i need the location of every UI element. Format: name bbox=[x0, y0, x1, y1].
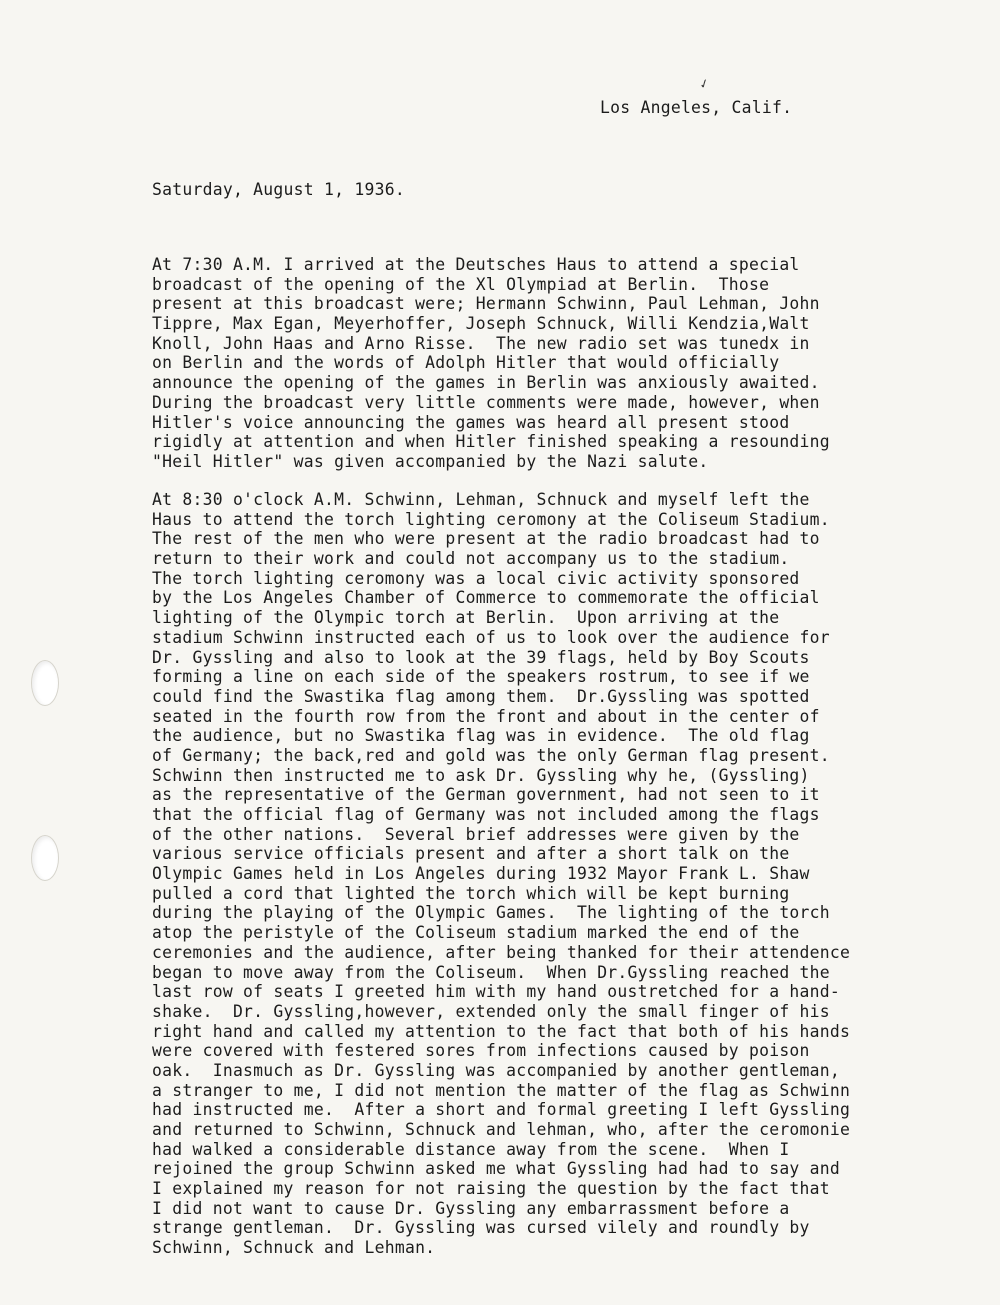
text-line: Hitler's voice announcing the games was heard all present stood bbox=[152, 412, 790, 432]
text-line: Schwinn, Schnuck and Lehman. bbox=[152, 1238, 436, 1258]
text-line: shake. Dr. Gyssling,however, extended only the small finger of his bbox=[152, 1001, 830, 1021]
paragraph-torch-ceremony bbox=[152, 490, 980, 1258]
text-line: various service officials present and after a short talk on the bbox=[152, 844, 790, 864]
text-line: right hand and called my attention to the fact that both of his hands bbox=[152, 1021, 851, 1041]
text-line: rejoined the group Schwinn asked me what Gyssling had had to say and bbox=[152, 1159, 841, 1179]
text-line: had instructed me. After a short and formal greeting I left Gyssling bbox=[152, 1100, 851, 1120]
text-line: strange gentleman. Dr. Gyssling was cursed vilely and roundly by bbox=[152, 1218, 810, 1238]
text-line: present at this broadcast were; Hermann Schwinn, Paul Lehman, John bbox=[152, 294, 820, 314]
text-line: oak. Inasmuch as Dr. Gyssling was accompanied by another gentleman, bbox=[152, 1060, 841, 1080]
text-line: last row of seats I greeted him with my hand oustretched for a hand- bbox=[152, 982, 841, 1002]
text-line: and returned to Schwinn, Schnuck and lehman, who, after the ceromonie bbox=[152, 1120, 851, 1139]
text-line: on Berlin and the words of Adolph Hitler that would officially bbox=[152, 353, 780, 373]
text-line: announce the opening of the games in Berlin was anxiously awaited. bbox=[152, 373, 820, 393]
text-line: of the other nations. Several brief addresses were given by the bbox=[152, 824, 800, 844]
text-line: At 8:30 o'clock A.M. Schwinn, Lehman, Schnuck and myself left the bbox=[152, 490, 810, 509]
punch-hole bbox=[31, 835, 59, 881]
text-line: Schwinn then instructed me to ask Dr. Gyssling why he, (Gyssling) bbox=[152, 765, 810, 785]
text-line: had walked a considerable distance away from the scene. When I bbox=[152, 1139, 790, 1159]
text-line: Knoll, John Haas and Arno Risse. The new radio set was tunedx in bbox=[152, 333, 810, 353]
text-line: as the representative of the German government, had not seen to it bbox=[152, 785, 820, 805]
text-line: Dr. Gyssling and also to look at the 39 flags, held by Boy Scouts bbox=[152, 647, 810, 667]
text-line: were covered with festered sores from infections caused by poison bbox=[152, 1041, 810, 1061]
text-line: The rest of the men who were present at the radio broadcast had to bbox=[152, 529, 820, 549]
text-line: The torch lighting ceromony was a local civic activity sponsored bbox=[152, 568, 800, 588]
text-line: atop the peristyle of the Coliseum stadium marked the end of the bbox=[152, 923, 800, 943]
text-line: could find the Swastika flag among them. Dr.Gyssling was spotted bbox=[152, 686, 810, 706]
text-line: pulled a cord that lighted the torch which will be kept burning bbox=[152, 883, 790, 903]
text-line: a stranger to me, I did not mention the matter of the flag as Schwinn bbox=[152, 1080, 851, 1100]
punch-hole bbox=[31, 660, 59, 706]
text-line: lighting of the Olympic torch at Berlin. Upon arriving at the bbox=[152, 608, 780, 628]
date-line: Saturday, August 1, 1936. bbox=[152, 180, 405, 199]
text-line: I did not want to cause Dr. Gyssling any embarrassment before a bbox=[152, 1198, 790, 1218]
text-line: the audience, but no Swastika flag was in evidence. The old flag bbox=[152, 726, 810, 746]
text-line: stadium Schwinn instructed each of us to look over the audience for bbox=[152, 627, 830, 647]
text-line: by the Los Angeles Chamber of Commerce to commemorate the official bbox=[152, 588, 820, 608]
paragraph-broadcast bbox=[152, 255, 980, 491]
text-line: return to their work and could not accompany us to the stadium. bbox=[152, 549, 790, 569]
text-line: began to move away from the Coliseum. When Dr.Gyssling reached the bbox=[152, 962, 830, 982]
text-line: during the playing of the Olympic Games. The lighting of the torch bbox=[152, 903, 830, 923]
text-line: Olympic Games held in Los Angeles during 1932 Mayor Frank L. Shaw bbox=[152, 864, 810, 884]
text-line bbox=[152, 472, 980, 492]
text-line: Haus to attend the torch lighting ceromony at the Coliseum Stadium. bbox=[152, 509, 830, 529]
text-line: ceremonies and the audience, after being thanked for their attendence bbox=[152, 942, 851, 962]
text-line: Tippre, Max Egan, Meyerhoffer, Joseph Schnuck, Willi Kendzia,Walt bbox=[152, 314, 810, 334]
location-line: Los Angeles, Calif. bbox=[600, 98, 793, 117]
text-line: At 7:30 A.M. I arrived at the Deutsches Haus to attend a special bbox=[152, 255, 800, 274]
text-line: that the official flag of Germany was not included among the flags bbox=[152, 805, 820, 824]
text-line: During the broadcast very little comments were made, however, when bbox=[152, 392, 820, 412]
checkmark-icon: ✓ bbox=[697, 74, 712, 94]
text-line: broadcast of the opening of the Xl Olympiad at Berlin. Those bbox=[152, 274, 770, 294]
text-line: I explained my reason for not raising the question by the fact that bbox=[152, 1179, 830, 1199]
text-line: rigidly at attention and when Hitler finished speaking a resounding bbox=[152, 432, 830, 452]
text-line: forming a line on each side of the speakers rostrum, to see if we bbox=[152, 667, 810, 687]
text-line: "Heil Hitler" was given accompanied by the Nazi salute. bbox=[152, 451, 709, 471]
text-line: of Germany; the back,red and gold was the only German flag present. bbox=[152, 745, 830, 765]
text-line: seated in the fourth row from the front and about in the center of bbox=[152, 706, 820, 726]
